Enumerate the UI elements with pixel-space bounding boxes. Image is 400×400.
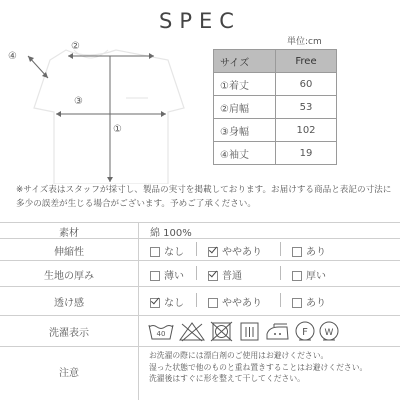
divider bbox=[0, 315, 400, 316]
note-line: 多少の誤差が生じる場合がございます。予めご了承ください。 bbox=[16, 199, 256, 209]
checkbox[interactable] bbox=[292, 271, 302, 281]
thickness-option-normal[interactable] bbox=[208, 267, 242, 282]
page-title: SPEC bbox=[159, 9, 241, 33]
sheer-option-yes[interactable] bbox=[292, 294, 326, 309]
thickness-label: 生地の厚み bbox=[44, 271, 94, 282]
checkbox-checked[interactable] bbox=[208, 247, 218, 257]
sheer-option-none[interactable] bbox=[150, 294, 184, 309]
spec-value: 102 bbox=[276, 119, 337, 142]
material-label: 素材 bbox=[59, 228, 79, 239]
divider bbox=[0, 260, 400, 261]
spec-label: ④袖丈 bbox=[214, 142, 276, 165]
wet-clean-w-icon bbox=[320, 322, 338, 340]
divider bbox=[196, 266, 197, 280]
marker-sleeve: ④ bbox=[8, 51, 17, 62]
care-label: 洗濯表示 bbox=[49, 328, 89, 339]
caution-line: お洗濯の際には漂白剤のご使用はお避けください。 bbox=[149, 351, 329, 360]
caution-label: 注意 bbox=[59, 368, 79, 379]
spec-header-size: サイズ bbox=[214, 50, 276, 73]
divider bbox=[196, 242, 197, 256]
option-label: 薄い bbox=[164, 271, 184, 282]
divider bbox=[138, 222, 139, 400]
care-icons bbox=[148, 319, 388, 347]
unit-label: 単位:cm bbox=[287, 37, 322, 47]
checkbox[interactable] bbox=[292, 298, 302, 308]
svg-text:40: 40 bbox=[156, 330, 166, 338]
stretch-option-some[interactable] bbox=[208, 243, 262, 258]
spec-label: ①着丈 bbox=[214, 73, 276, 96]
option-label: あり bbox=[306, 298, 326, 309]
checkbox[interactable] bbox=[292, 247, 302, 257]
divider bbox=[280, 242, 281, 256]
spec-header-free: Free bbox=[276, 50, 337, 73]
note-line: ※サイズ表はスタッフが採寸し、製品の実寸を掲載しております。お届けする商品と表記の寸法に bbox=[16, 185, 392, 195]
option-label: なし bbox=[164, 298, 184, 309]
spec-value: 19 bbox=[276, 142, 337, 165]
iron-medium-icon bbox=[267, 324, 288, 339]
sheer-option-some[interactable] bbox=[208, 294, 262, 309]
caution-line: 湿った状態で他のものと重ね置きすることはお避けください。 bbox=[149, 362, 368, 372]
divider bbox=[280, 293, 281, 307]
spec-label: ③身幅 bbox=[214, 119, 276, 142]
spec-label: ②肩幅 bbox=[214, 96, 276, 119]
spec-value: 53 bbox=[276, 96, 337, 119]
no-tumble-dry-icon bbox=[211, 322, 232, 341]
option-label: なし bbox=[164, 247, 184, 258]
sheer-label: 透け感 bbox=[54, 298, 84, 309]
marker-shoulder: ② bbox=[71, 41, 80, 52]
option-label: 厚い bbox=[306, 271, 326, 282]
line-dry-icon bbox=[241, 323, 258, 340]
care-letter-f: F bbox=[302, 327, 308, 338]
no-bleach-icon bbox=[180, 323, 204, 341]
spec-value: 60 bbox=[276, 73, 337, 96]
option-label: ややあり bbox=[222, 247, 262, 258]
divider bbox=[0, 286, 400, 287]
stretch-label: 伸縮性 bbox=[54, 247, 84, 258]
divider bbox=[0, 222, 400, 223]
marker-chest: ③ bbox=[74, 96, 83, 107]
checkbox[interactable] bbox=[150, 271, 160, 281]
marker-length: ① bbox=[113, 124, 122, 135]
care-letter-w: W bbox=[324, 328, 334, 338]
caution-line: 洗濯後はすぐに形を整えて干してください。 bbox=[149, 374, 305, 383]
stretch-option-none[interactable] bbox=[150, 243, 184, 258]
option-label: ややあり bbox=[222, 298, 262, 309]
option-label: あり bbox=[306, 247, 326, 258]
dry-clean-f-icon bbox=[296, 322, 314, 340]
material-value: 綿 100% bbox=[150, 228, 192, 239]
stretch-option-yes[interactable] bbox=[292, 243, 326, 258]
caution-text bbox=[149, 350, 399, 385]
thickness-option-thin[interactable] bbox=[150, 267, 184, 282]
option-label: 普通 bbox=[222, 271, 242, 282]
wash-40-icon bbox=[149, 325, 173, 339]
checkbox-checked[interactable] bbox=[150, 298, 160, 308]
divider bbox=[280, 266, 281, 280]
checkbox[interactable] bbox=[208, 298, 218, 308]
checkbox[interactable] bbox=[150, 247, 160, 257]
divider bbox=[196, 293, 197, 307]
thickness-option-thick[interactable] bbox=[292, 267, 326, 282]
checkbox-checked[interactable] bbox=[208, 271, 218, 281]
